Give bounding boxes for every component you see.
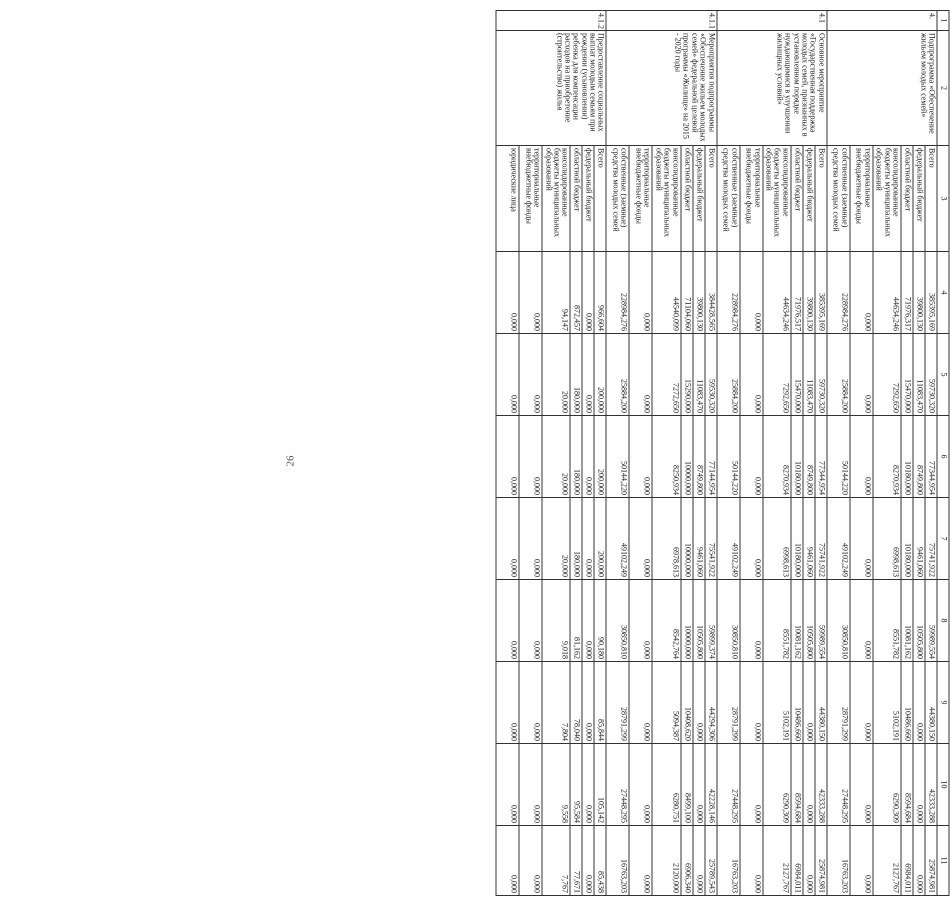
amount-cell: 8551,782 (763, 580, 791, 662)
amount-cell: 28791,299 (606, 662, 629, 744)
amount-cell: 7272,650 (652, 334, 680, 416)
row-index: 4.1 (717, 11, 827, 31)
amount-cell: 85,438 (594, 826, 606, 896)
column-header: 7 (937, 498, 949, 580)
amount-cell: 6984,011 (791, 826, 803, 896)
amount-cell: 0,000 (582, 334, 594, 416)
amount-cell: 75541,922 (705, 498, 717, 580)
amount-cell: 15290,000 (681, 334, 693, 416)
column-header: 2 (937, 31, 949, 146)
amount-cell: 0,000 (629, 334, 652, 416)
amount-cell: 0,000 (629, 826, 652, 896)
amount-cell: 42228,146 (705, 744, 717, 826)
funding-source: территориальные внебюджетные фонды (519, 146, 542, 252)
funding-source: областной бюджет (791, 146, 803, 252)
amount-cell: 25884,200 (827, 334, 850, 416)
amount-cell: 228984,276 (606, 252, 629, 334)
amount-cell: 77344,954 (815, 416, 827, 498)
funding-source: территориальные внебюджетные фонды (740, 146, 763, 252)
amount-cell: 8594,684 (901, 744, 913, 826)
amount-cell: 9461,060 (913, 498, 925, 580)
amount-cell: 39800,130 (913, 252, 925, 334)
amount-cell: 0,000 (693, 744, 705, 826)
amount-cell: 44634,246 (763, 252, 791, 334)
amount-cell: 385395,169 (815, 252, 827, 334)
table-body (496, 11, 937, 896)
amount-cell: 5102,191 (763, 662, 791, 744)
column-header: 6 (937, 416, 949, 498)
funding-source: собственные (заемные) средства молодых семей (827, 146, 850, 252)
amount-cell: 0,000 (740, 662, 763, 744)
amount-cell: 8270,934 (873, 416, 901, 498)
amount-cell: 78,040 (570, 662, 582, 744)
amount-cell: 59730,320 (925, 334, 937, 416)
amount-cell: 0,000 (582, 498, 594, 580)
header-row (937, 11, 949, 896)
amount-cell: 8551,782 (873, 580, 901, 662)
amount-cell: 0,000 (496, 580, 519, 662)
amount-cell: 59989,554 (925, 580, 937, 662)
amount-cell: 105,142 (594, 744, 606, 826)
amount-cell: 10408,620 (681, 662, 693, 744)
amount-cell: 2127,767 (763, 826, 791, 896)
amount-cell: 0,000 (740, 826, 763, 896)
amount-cell: 77144,954 (705, 416, 717, 498)
amount-cell: 30850,810 (827, 580, 850, 662)
amount-cell: 10180,000 (791, 498, 803, 580)
amount-cell: 9461,060 (693, 498, 705, 580)
row-index: 4. (827, 11, 937, 31)
amount-cell: 8499,100 (681, 744, 693, 826)
amount-cell: 25789,543 (705, 826, 717, 896)
amount-cell: 0,000 (496, 252, 519, 334)
amount-cell: 49102,249 (606, 498, 629, 580)
amount-cell: 0,000 (629, 580, 652, 662)
amount-cell: 44540,099 (652, 252, 680, 334)
amount-cell: 200,000 (594, 334, 606, 416)
amount-cell: 50144,220 (827, 416, 850, 498)
amount-cell: 10486,660 (901, 662, 913, 744)
amount-cell: 0,000 (582, 826, 594, 896)
amount-cell: 0,000 (803, 744, 815, 826)
amount-cell: 228984,276 (717, 252, 740, 334)
amount-cell: 71976,517 (791, 252, 803, 334)
amount-cell: 59989,554 (815, 580, 827, 662)
program-name: Мероприятия подпрограммы «Обеспечение жильем молодых семей» федеральной целевой программы «Жилище» на 2015 - 2020 годы (606, 31, 716, 146)
funding-source: Всего (594, 146, 606, 252)
amount-cell: 44380,150 (925, 662, 937, 744)
column-header: 10 (937, 744, 949, 826)
amount-cell: 25884,200 (717, 334, 740, 416)
amount-cell: 59730,320 (815, 334, 827, 416)
amount-cell: 20,000 (542, 498, 570, 580)
table-row (815, 11, 827, 896)
amount-cell: 0,000 (519, 416, 542, 498)
amount-cell: 10000,000 (681, 498, 693, 580)
amount-cell: 28791,299 (717, 662, 740, 744)
amount-cell: 9,018 (542, 580, 570, 662)
amount-cell: 25874,981 (815, 826, 827, 896)
amount-cell: 0,000 (693, 662, 705, 744)
amount-cell: 28791,299 (827, 662, 850, 744)
amount-cell: 27448,295 (606, 744, 629, 826)
amount-cell: 0,000 (740, 416, 763, 498)
amount-cell: 0,000 (496, 416, 519, 498)
amount-cell: 7,804 (542, 662, 570, 744)
amount-cell: 8749,800 (693, 416, 705, 498)
page-number: 26 (284, 455, 297, 467)
amount-cell: 94,147 (542, 252, 570, 334)
amount-cell: 49102,249 (717, 498, 740, 580)
amount-cell: 0,000 (850, 662, 873, 744)
funding-source: Всего (705, 146, 717, 252)
amount-cell: 42333,288 (925, 744, 937, 826)
column-header: 8 (937, 580, 949, 662)
program-name: Предоставление социальных выплат молодым семьям при рождении (усыновлении) ребенка для компенсации расходов на приобретение (строительство) жилья (496, 31, 606, 146)
column-header: 9 (937, 662, 949, 744)
rotated-sheet (509, 10, 950, 895)
budget-table (496, 10, 950, 896)
amount-cell: 200,000 (594, 498, 606, 580)
amount-cell: 9461,060 (803, 498, 815, 580)
amount-cell: 11083,470 (803, 334, 815, 416)
amount-cell: 16763,203 (717, 826, 740, 896)
funding-source: областной бюджет (681, 146, 693, 252)
amount-cell: 27448,295 (827, 744, 850, 826)
amount-cell: 9,558 (542, 744, 570, 826)
amount-cell: 15470,000 (901, 334, 913, 416)
amount-cell: 0,000 (740, 580, 763, 662)
amount-cell: 0,000 (519, 744, 542, 826)
amount-cell: 50144,220 (606, 416, 629, 498)
column-header: 1 (937, 11, 949, 31)
funding-source: консолидированные бюджеты муниципальных образований (873, 146, 901, 252)
amount-cell: 71104,060 (681, 252, 693, 334)
amount-cell: 0,000 (850, 826, 873, 896)
amount-cell: 25884,200 (606, 334, 629, 416)
amount-cell: 0,000 (496, 826, 519, 896)
amount-cell: 0,000 (519, 826, 542, 896)
amount-cell: 0,000 (519, 580, 542, 662)
funding-source: областной бюджет (570, 146, 582, 252)
amount-cell: 77,671 (570, 826, 582, 896)
amount-cell: 81,162 (570, 580, 582, 662)
amount-cell: 15470,000 (791, 334, 803, 416)
amount-cell: 180,000 (570, 498, 582, 580)
amount-cell: 0,000 (803, 662, 815, 744)
amount-cell: 95,584 (570, 744, 582, 826)
amount-cell: 6984,011 (901, 826, 913, 896)
amount-cell: 16763,203 (827, 826, 850, 896)
funding-source: федеральный бюджет (803, 146, 815, 252)
funding-source: Всего (925, 146, 937, 252)
amount-cell: 6290,309 (873, 744, 901, 826)
amount-cell: 85,844 (594, 662, 606, 744)
amount-cell: 6998,613 (873, 498, 901, 580)
amount-cell: 0,000 (629, 498, 652, 580)
amount-cell: 8749,800 (913, 416, 925, 498)
amount-cell: 75741,922 (815, 498, 827, 580)
amount-cell: 966,604 (594, 252, 606, 334)
amount-cell: 10081,162 (791, 580, 803, 662)
table-row (594, 11, 606, 896)
amount-cell: 0,000 (582, 252, 594, 334)
row-index: 4.1.1 (606, 11, 716, 31)
amount-cell: 6978,613 (652, 498, 680, 580)
amount-cell: 90,180 (594, 580, 606, 662)
funding-source: областной бюджет (901, 146, 913, 252)
amount-cell: 0,000 (850, 416, 873, 498)
amount-cell: 8749,800 (803, 416, 815, 498)
amount-cell: 71976,317 (901, 252, 913, 334)
amount-cell: 0,000 (582, 744, 594, 826)
funding-source: федеральный бюджет (693, 146, 705, 252)
amount-cell: 8270,934 (763, 416, 791, 498)
funding-source: консолидированные бюджеты муниципальных образований (763, 146, 791, 252)
amount-cell: 42333,288 (815, 744, 827, 826)
amount-cell: 0,000 (740, 744, 763, 826)
amount-cell: 0,000 (519, 498, 542, 580)
amount-cell: 0,000 (850, 334, 873, 416)
amount-cell: 10505,800 (693, 580, 705, 662)
amount-cell: 10180,000 (901, 498, 913, 580)
amount-cell: 49102,249 (827, 498, 850, 580)
amount-cell: 77344,954 (925, 416, 937, 498)
amount-cell: 11083,470 (913, 334, 925, 416)
amount-cell: 6906,340 (681, 826, 693, 896)
amount-cell: 0,000 (629, 416, 652, 498)
amount-cell: 7,767 (542, 826, 570, 896)
amount-cell: 6290,309 (763, 744, 791, 826)
amount-cell: 0,000 (496, 334, 519, 416)
amount-cell: 0,000 (582, 416, 594, 498)
amount-cell: 0,000 (850, 498, 873, 580)
amount-cell: 10505,800 (913, 580, 925, 662)
column-header: 4 (937, 252, 949, 334)
amount-cell: 10180,000 (791, 416, 803, 498)
amount-cell: 384428,565 (705, 252, 717, 334)
row-index: 4.1.2 (496, 11, 606, 31)
amount-cell: 7292,650 (763, 334, 791, 416)
amount-cell: 872,457 (570, 252, 582, 334)
amount-cell: 0,000 (740, 334, 763, 416)
amount-cell: 0,000 (913, 744, 925, 826)
funding-source: федеральный бюджет (913, 146, 925, 252)
amount-cell: 0,000 (629, 252, 652, 334)
amount-cell: 8542,764 (652, 580, 680, 662)
amount-cell: 44294,306 (705, 662, 717, 744)
funding-source: Всего (815, 146, 827, 252)
amount-cell: 228984,276 (827, 252, 850, 334)
amount-cell: 0,000 (582, 662, 594, 744)
table-row (705, 11, 717, 896)
amount-cell: 6280,751 (652, 744, 680, 826)
amount-cell: 0,000 (629, 662, 652, 744)
amount-cell: 10486,660 (791, 662, 803, 744)
funding-source: территориальные внебюджетные фонды (850, 146, 873, 252)
amount-cell: 5094,387 (652, 662, 680, 744)
amount-cell: 6998,613 (763, 498, 791, 580)
program-name: Подпрограмма «Обеспечение жильем молодых семей» (827, 31, 937, 146)
amount-cell: 7292,650 (873, 334, 901, 416)
amount-cell: 0,000 (850, 580, 873, 662)
amount-cell: 180,000 (570, 334, 582, 416)
amount-cell: 10180,000 (901, 416, 913, 498)
amount-cell: 20,000 (542, 416, 570, 498)
amount-cell: 0,000 (913, 662, 925, 744)
funding-source: собственные (заемные) средства молодых семей (606, 146, 629, 252)
amount-cell: 0,000 (496, 498, 519, 580)
amount-cell: 30850,810 (606, 580, 629, 662)
column-header: 3 (937, 146, 949, 252)
amount-cell: 8250,934 (652, 416, 680, 498)
amount-cell: 10505,800 (803, 580, 815, 662)
funding-source: территориальные внебюджетные фонды (629, 146, 652, 252)
amount-cell: 0,000 (519, 662, 542, 744)
amount-cell: 5102,191 (873, 662, 901, 744)
amount-cell: 11083,470 (693, 334, 705, 416)
amount-cell: 10081,162 (901, 580, 913, 662)
amount-cell: 200,000 (594, 416, 606, 498)
amount-cell: 0,000 (629, 744, 652, 826)
amount-cell: 59899,374 (705, 580, 717, 662)
amount-cell: 50144,220 (717, 416, 740, 498)
amount-cell: 20,000 (542, 334, 570, 416)
column-header: 11 (937, 826, 949, 896)
amount-cell: 2127,767 (873, 826, 901, 896)
amount-cell: 0,000 (803, 826, 815, 896)
amount-cell: 0,000 (913, 826, 925, 896)
amount-cell: 44380,150 (815, 662, 827, 744)
amount-cell: 39800,130 (803, 252, 815, 334)
funding-source: консолидированные бюджеты муниципальных образований (652, 146, 680, 252)
table-row (925, 11, 937, 896)
amount-cell: 0,000 (850, 744, 873, 826)
amount-cell: 0,000 (582, 580, 594, 662)
amount-cell: 0,000 (496, 744, 519, 826)
amount-cell: 0,000 (496, 662, 519, 744)
amount-cell: 0,000 (740, 498, 763, 580)
amount-cell: 30850,810 (717, 580, 740, 662)
funding-source: собственные (заемные) средства молодых семей (717, 146, 740, 252)
amount-cell: 16763,203 (606, 826, 629, 896)
amount-cell: 27448,295 (717, 744, 740, 826)
column-header: 5 (937, 334, 949, 416)
amount-cell: 0,000 (693, 826, 705, 896)
amount-cell: 59530,320 (705, 334, 717, 416)
amount-cell: 385395,169 (925, 252, 937, 334)
funding-source: юридические лица (496, 146, 519, 252)
amount-cell: 44634,246 (873, 252, 901, 334)
funding-source: консолидированные бюджеты муниципальных образований (542, 146, 570, 252)
program-name: Основное мероприятие «Государственная поддержка молодых семей, признанных в установленном порядке нуждающимися в улучшении жилищных условий» (717, 31, 827, 146)
amount-cell: 0,000 (740, 252, 763, 334)
amount-cell: 2120,000 (652, 826, 680, 896)
amount-cell: 10000,000 (681, 580, 693, 662)
amount-cell: 25874,981 (925, 826, 937, 896)
amount-cell: 0,000 (519, 334, 542, 416)
amount-cell: 10000,000 (681, 416, 693, 498)
amount-cell: 180,000 (570, 416, 582, 498)
amount-cell: 75741,922 (925, 498, 937, 580)
amount-cell: 39800,130 (693, 252, 705, 334)
funding-source: федеральный бюджет (582, 146, 594, 252)
amount-cell: 0,000 (519, 252, 542, 334)
amount-cell: 8594,684 (791, 744, 803, 826)
amount-cell: 0,000 (850, 252, 873, 334)
